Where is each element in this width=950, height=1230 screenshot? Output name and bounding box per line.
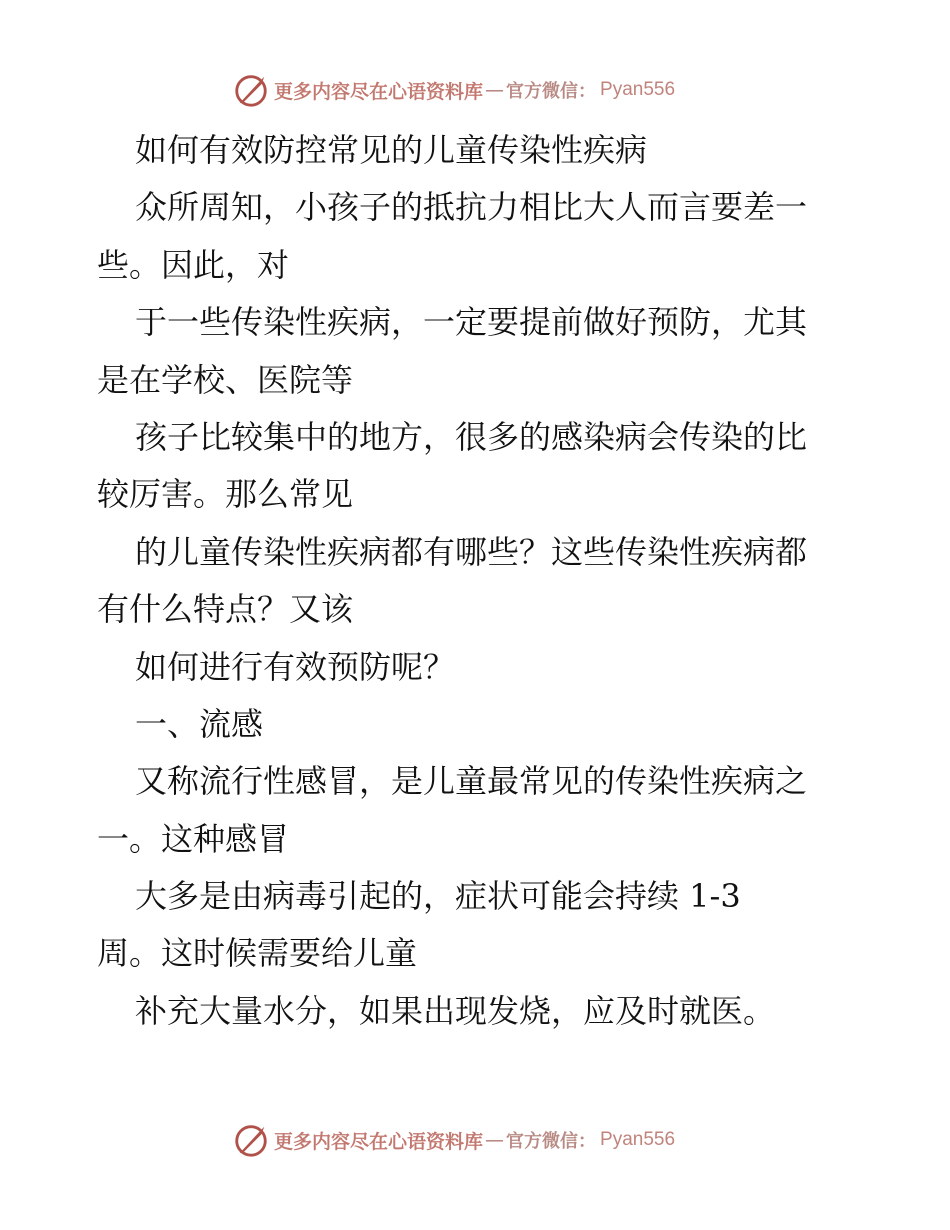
text-line: 孩子比较集中的地方，很多的感染病会传染的比 — [135, 417, 808, 456]
text-line: 众所周知，小孩子的抵抗力相比大人而言要差一 — [135, 188, 808, 227]
text-line: 是在学校、医院等 — [97, 360, 354, 399]
header-banner — [232, 70, 732, 110]
quill-pen-circle-icon — [232, 1121, 270, 1159]
banner-dash: — — [485, 79, 505, 101]
text-line: 于一些传染性疾病，一定要提前做好预防，尤其 — [135, 303, 808, 342]
text-line: 较厉害。那么常见 — [97, 475, 354, 514]
banner-slogan: 更多内容尽在心语资料库 — [274, 1130, 484, 1153]
text-line: 大多是由病毒引起的，症状可能会持续 1-3 — [135, 877, 741, 916]
text-line: 的儿童传染性疾病都有哪些？这些传染性疾病都 — [135, 532, 808, 571]
text-line: 补充大量水分，如果出现发烧，应及时就医。 — [135, 991, 776, 1030]
document-title: 如何有效防控常见的儿童传染性疾病 — [135, 131, 648, 169]
banner-dash: — — [485, 1129, 505, 1151]
text-line: 如何进行有效预防呢？ — [135, 647, 456, 686]
banner-official-label: 官方微信： — [506, 1131, 597, 1152]
text-line: 又称流行性感冒，是儿童最常见的传染性疾病之 — [135, 762, 808, 801]
document-body — [97, 122, 857, 1040]
text-line: 些。因此，对 — [97, 245, 290, 284]
text-line: 周。这时候需要给儿童 — [97, 934, 418, 973]
text-line: 一。这种感冒 — [97, 819, 290, 858]
banner-wechat-id: Pyan556 — [600, 79, 676, 100]
banner-official-label: 官方微信： — [506, 81, 597, 102]
quill-pen-circle-icon — [232, 71, 270, 109]
section-heading: 一、流感 — [135, 704, 264, 743]
footer-banner — [232, 1120, 732, 1160]
banner-slogan: 更多内容尽在心语资料库 — [274, 80, 484, 103]
banner-wechat-id: Pyan556 — [600, 1129, 676, 1150]
text-line: 有什么特点？又该 — [97, 590, 354, 629]
